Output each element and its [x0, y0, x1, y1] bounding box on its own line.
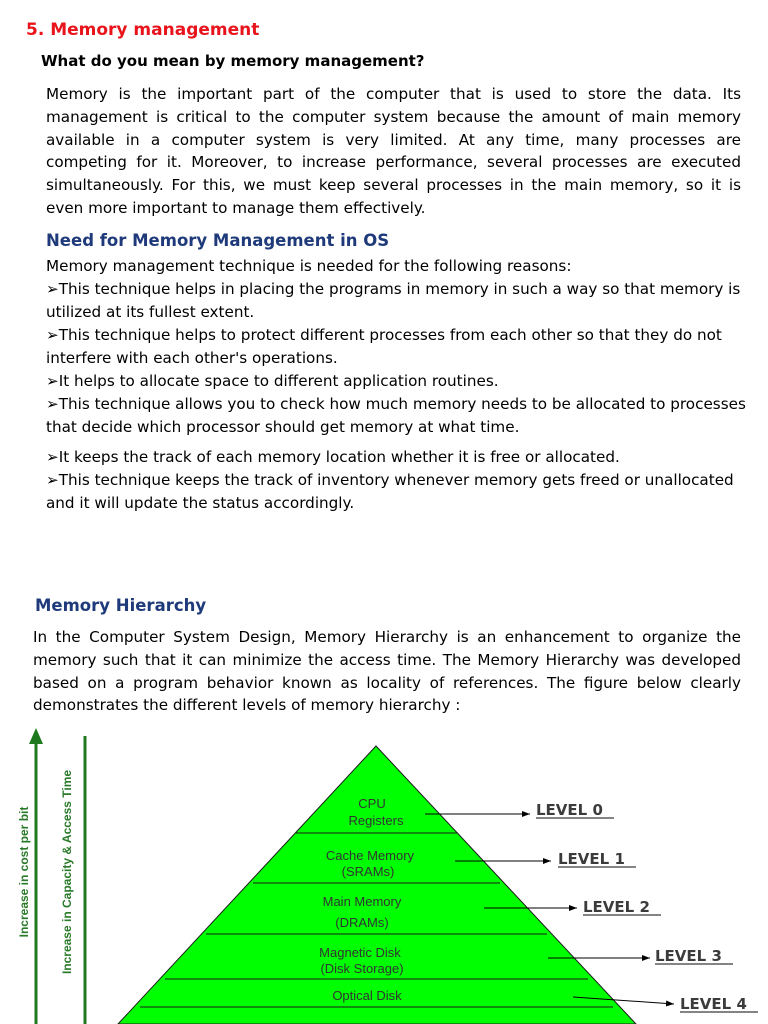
- list-item: ➢This technique allows you to check how much memory needs to be allocated to processes that decide which processor should get memory at what time.: [46, 395, 746, 436]
- hierarchy-paragraph: In the Computer System Design, Memory Hierarchy is an enhancement to organize the memory such that it can minimize the access time. The Memory Hierarchy was developed based on a program behavior known as locality of references. The figure below clearly demonstrates the different levels of memory hierarchy :: [33, 628, 741, 715]
- cost-axis-arrowhead-icon: [29, 728, 43, 744]
- arrow-bullet-icon: ➢: [46, 372, 59, 390]
- level-4-label: LEVEL 4: [680, 995, 747, 1013]
- pyramid-shape: [118, 746, 636, 1024]
- section-title: 5. Memory management: [26, 20, 260, 40]
- tier-1-label-1: Cache Memory: [325, 848, 415, 863]
- cost-axis-label: Increase in cost per bit: [17, 806, 31, 938]
- tier-0-label-2: Registers: [348, 813, 404, 828]
- tier-3-label-1: Magnetic Disk: [319, 945, 401, 960]
- list-item: ➢This technique helps in placing the programs in memory in such a way so that memory is utilized at its fullest extent.: [46, 280, 741, 321]
- need-heading: Need for Memory Management in OS: [46, 231, 390, 250]
- question-heading: What do you mean by memory management?: [41, 52, 425, 70]
- need-list: [46, 255, 746, 515]
- level-0-label: LEVEL 0: [536, 801, 603, 819]
- level-1-label: LEVEL 1: [558, 850, 625, 868]
- tier-0-label-1: CPU: [358, 796, 386, 811]
- list-item: ➢It helps to allocate space to different application routines.: [46, 372, 499, 390]
- capacity-axis-label: Increase in Capacity & Access Time: [60, 769, 74, 975]
- level-2-label: LEVEL 2: [583, 898, 650, 916]
- hierarchy-heading: Memory Hierarchy: [35, 596, 207, 615]
- arrow-bullet-icon: ➢: [46, 326, 59, 344]
- arrow-bullet-icon: ➢: [46, 280, 59, 298]
- tier-2-label-2: (DRAMs): [335, 915, 389, 930]
- memory-hierarchy-diagram: [0, 720, 768, 1024]
- intro-paragraph: Memory is the important part of the computer that is used to store the data. Its management is critical to the computer system because the amount of main memory available in a computer system is very limited. At any time, many processes are competing for it. Moreover, to increase performance, several processes are executed simultaneously. For this, we must keep several processes in the main memory, so it is even more important to manage them effectively.: [46, 85, 741, 217]
- list-item: ➢It keeps the track of each memory location whether it is free or allocated.: [46, 448, 620, 466]
- arrow-bullet-icon: ➢: [46, 448, 59, 466]
- list-item: ➢This technique keeps the track of inventory whenever memory gets freed or unallocated and it will update the status accordingly.: [46, 471, 734, 512]
- list-item: ➢This technique helps to protect different processes from each other so that they do not interfere with each other's operations.: [46, 326, 722, 367]
- need-lead: Memory management technique is needed for the following reasons:: [46, 257, 572, 275]
- arrow-bullet-icon: ➢: [46, 471, 59, 489]
- level-3-label: LEVEL 3: [655, 947, 722, 965]
- tier-4-label-1: Optical Disk: [332, 988, 402, 1003]
- tier-3-label-2: (Disk Storage): [320, 961, 404, 976]
- tier-2-label-1: Main Memory: [322, 894, 402, 909]
- tier-1-label-2: (SRAMs): [341, 864, 395, 879]
- arrow-bullet-icon: ➢: [46, 395, 59, 413]
